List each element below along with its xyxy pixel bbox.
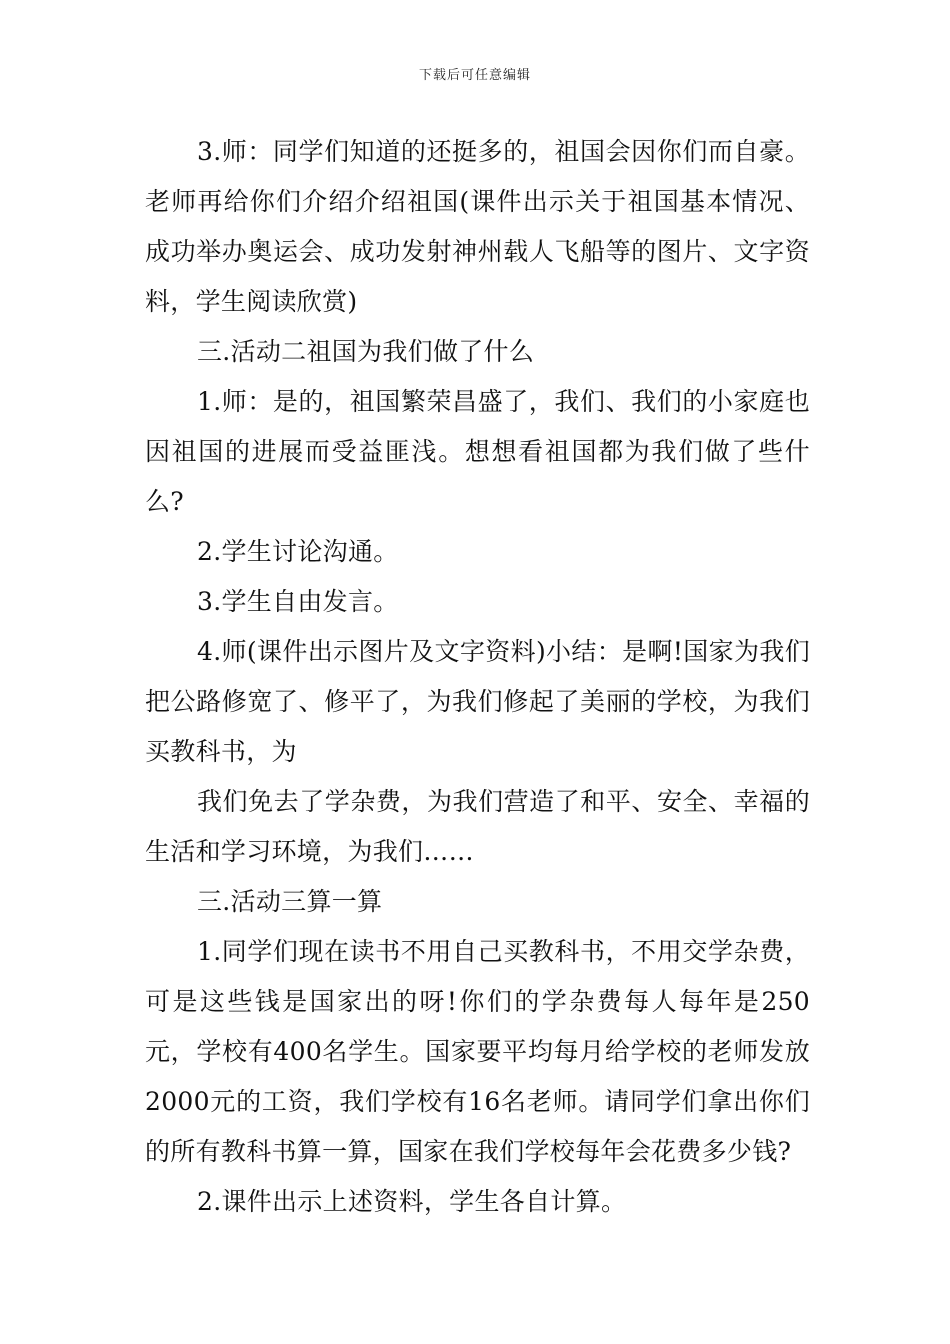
paragraph-teacher-introduces-motherland: 3.师：同学们知道的还挺多的，祖国会因你们而自豪。老师再给你们介绍介绍祖国(课件出示关于祖国基本情况、成功举办奥运会、成功发射神州载人飞船等的图片、文字资料，学生阅读欣赏) [145, 137, 810, 316]
paragraph-students-calculate: 2.课件出示上述资料，学生各自计算。 [197, 1187, 627, 1216]
section-heading-activity-two: 三.活动二祖国为我们做了什么 [197, 337, 535, 366]
paragraph-student-discussion: 2.学生讨论沟通。 [197, 537, 399, 566]
page-header-note: 下载后可任意编辑 [418, 68, 531, 83]
paragraph-teacher-question: 1.师：是的，祖国繁荣昌盛了，我们、我们的小家庭也因祖国的进展而受益匪浅。想想看祖国都为我们做了些什么? [145, 387, 810, 516]
document-body [145, 127, 810, 1227]
section-heading-activity-three: 三.活动三算一算 [197, 887, 383, 916]
paragraph-summary-continued: 我们免去了学杂费，为我们营造了和平、安全、幸福的生活和学习环境，为我们…… [145, 787, 810, 866]
paragraph-calculation-problem: 1.同学们现在读书不用自己买教科书，不用交学杂费，可是这些钱是国家出的呀!你们的学杂费每人每年是250元，学校有400名学生。国家要平均每月给学校的老师发放2000元的工资，我们学校有16名老师。请同学们拿出你们的所有教科书算一算，国家在我们学校每年会花费多少钱? [145, 937, 810, 1166]
paragraph-teacher-summary: 4.师(课件出示图片及文字资料)小结：是啊!国家为我们把公路修宽了、修平了，为我们修起了美丽的学校，为我们买教科书，为 [145, 637, 810, 766]
paragraph-student-speech: 3.学生自由发言。 [197, 587, 399, 616]
